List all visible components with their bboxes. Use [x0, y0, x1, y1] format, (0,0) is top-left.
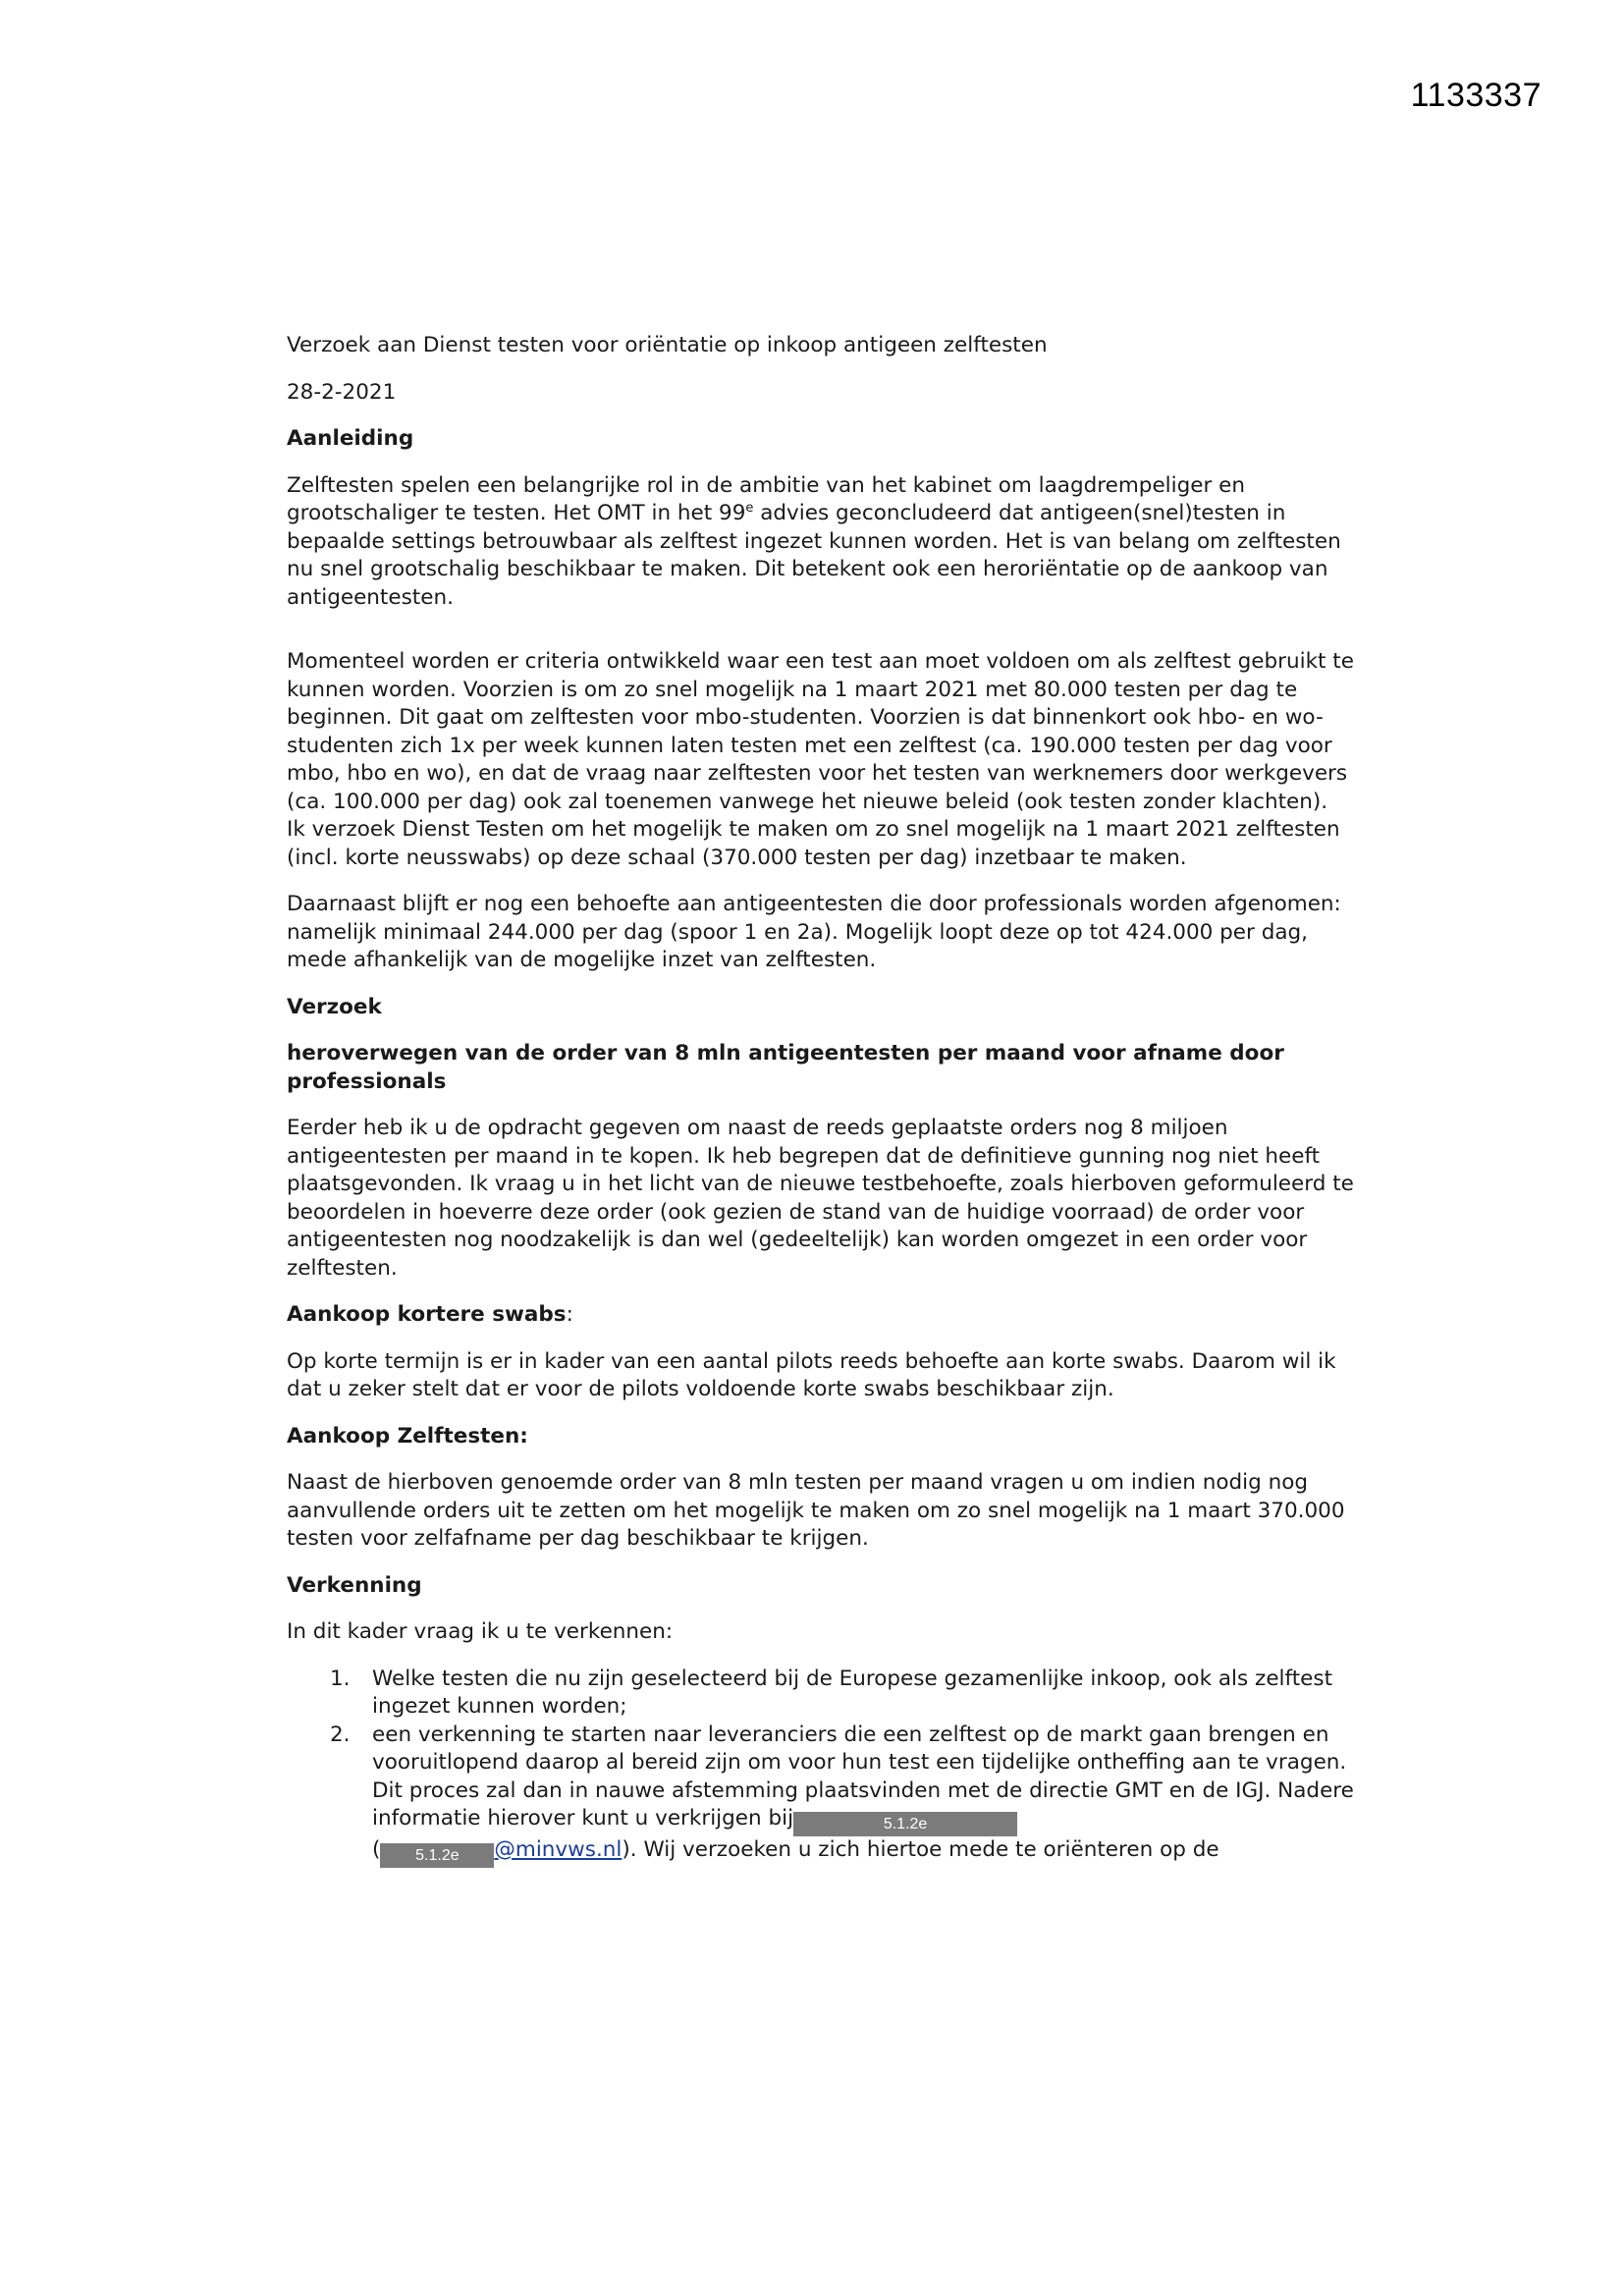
redaction-box: 5.1.2e — [380, 1843, 494, 1868]
heading-verkenning: Verkenning — [287, 1572, 422, 1598]
aanleiding-paragraph-3: Daarnaast blijft er nog een behoefte aan antigeentesten die door professionals worden afgenomen: namelijk minimaal 244.000 per dag (spoor 1 en 2a). Mogelijk loopt deze op tot 424.000 per dag, mede afhankelijk van de mogelijke inzet van zelftesten. — [287, 892, 1341, 972]
subheading-heroverwegen: heroverwegen van de order van 8 mln antigeentesten per maand voor afname door professionals — [287, 1041, 1284, 1094]
document-id: 1133337 — [1410, 77, 1542, 114]
letter-date: 28-2-2021 — [287, 379, 397, 405]
heading-verzoek: Verzoek — [287, 994, 382, 1019]
letter-title: Verzoek aan Dienst testen voor oriëntatie op inkoop antigeen zelftesten — [287, 333, 1048, 357]
heading-swabs: Aankoop kortere swabs: — [287, 1302, 573, 1327]
redaction-box: 5.1.2e — [793, 1812, 1017, 1836]
swabs-paragraph-1: Op korte termijn is er in kader van een aantal pilots reeds behoefte aan korte swabs. Daarom wil ik dat u zeker stelt dat er voor de pilots voldoende korte swabs beschikbaar zijn. — [287, 1348, 1336, 1401]
verkenning-intro: In dit kader vraag ik u te verkennen: — [287, 1619, 674, 1644]
zelftesten-paragraph-1: Naast de hierboven genoemde order van 8 mln testen per maand vragen u om indien nodig nog aanvullende orders uit te zetten om het mogelijk te maken om zo snel mogelijk na 1 maart 370.000 testen voor zelfafname per dag beschikbaar te krijgen. — [287, 1470, 1345, 1551]
verkenning-list — [287, 1666, 1357, 1869]
aanleiding-paragraph-2: Momenteel worden er criteria ontwikkeld waar een test aan moet voldoen om als zelftest gebruikt te kunnen worden. Voorzien is om zo snel mogelijk na 1 maart 2021 met 80.000 testen per dag te beginnen. Dit gaat om zelftesten voor mbo-studenten. Voorzien is dat binnenkort ook hbo- en wo-studenten zich 1x per week kunnen laten testen met een zelftest (ca. 190.000 testen per dag voor mbo, hbo en wo), en dat de vraag naar zelftesten voor het testen van werknemers door werkgevers (ca. 100.000 per dag) ook zal toenemen vanwege het nieuwe beleid (ook testen zonder klachten). Ik verzoek Dienst Testen om het mogelijk te maken om zo snel mogelijk na 1 maart 2021 zelftesten (incl. korte neusswabs) op deze schaal (370.000 testen per dag) inzetbaar te maken. — [287, 649, 1354, 870]
list-item: 2. een verkenning te starten naar leveranciers die een zelftest op de markt gaan brengen en vooruitlopend daarop al bereid zijn om voor hun test een tijdelijke ontheffing aan te vragen. Dit proces zal dan in nauwe afstemming plaatsvinden met de directie GMT en de IGJ. Nadere informatie hierover kunt u verkrijgen bij 5.1.2e ( 5.1.2e @minvws.nl). Wij verzoeken u zich hiertoe mede te oriënteren op de — [287, 1722, 1357, 1869]
verzoek-paragraph-1: Eerder heb ik u de opdracht gegeven om naast de reeds geplaatste orders nog 8 miljoen antigeentesten per maand in te kopen. Ik heb begrepen dat de definitieve gunning nog niet heeft plaatsgevonden. Ik vraag u in het licht van de nieuwe testbehoefte, zoals hierboven geformuleerd te beoordelen in hoeverre deze order (ook gezien de stand van de huidige voorraad) de order voor antigeentesten nog noodzakelijk is dan wel (gedeeltelijk) kan worden omgezet in een order voor zelftesten. — [287, 1116, 1354, 1281]
email-link[interactable]: @minvws.nl — [494, 1837, 623, 1862]
heading-zelftesten: Aankoop Zelftesten: — [287, 1423, 528, 1449]
letter-body — [287, 332, 1357, 1868]
heading-aanleiding: Aanleiding — [287, 426, 414, 451]
aanleiding-paragraph-1: Zelftesten spelen een belangrijke rol in de ambitie van het kabinet om laagdrempeliger en grootschaliger te testen. Het OMT in het 99e advies geconcludeerd dat antigeen(snel)testen in bepaalde settings betrouwbaar als zelftest ingezet kunnen worden. Het is van belang om zelftesten nu snel grootschalig beschikbaar te maken. Dit betekent ook een heroriëntatie op de aankoop van antigeentesten. — [287, 472, 1341, 610]
list-item: 1. Welke testen die nu zijn geselecteerd bij de Europese gezamenlijke inkoop, ook als zelftest ingezet kunnen worden; — [330, 1666, 1332, 1719]
